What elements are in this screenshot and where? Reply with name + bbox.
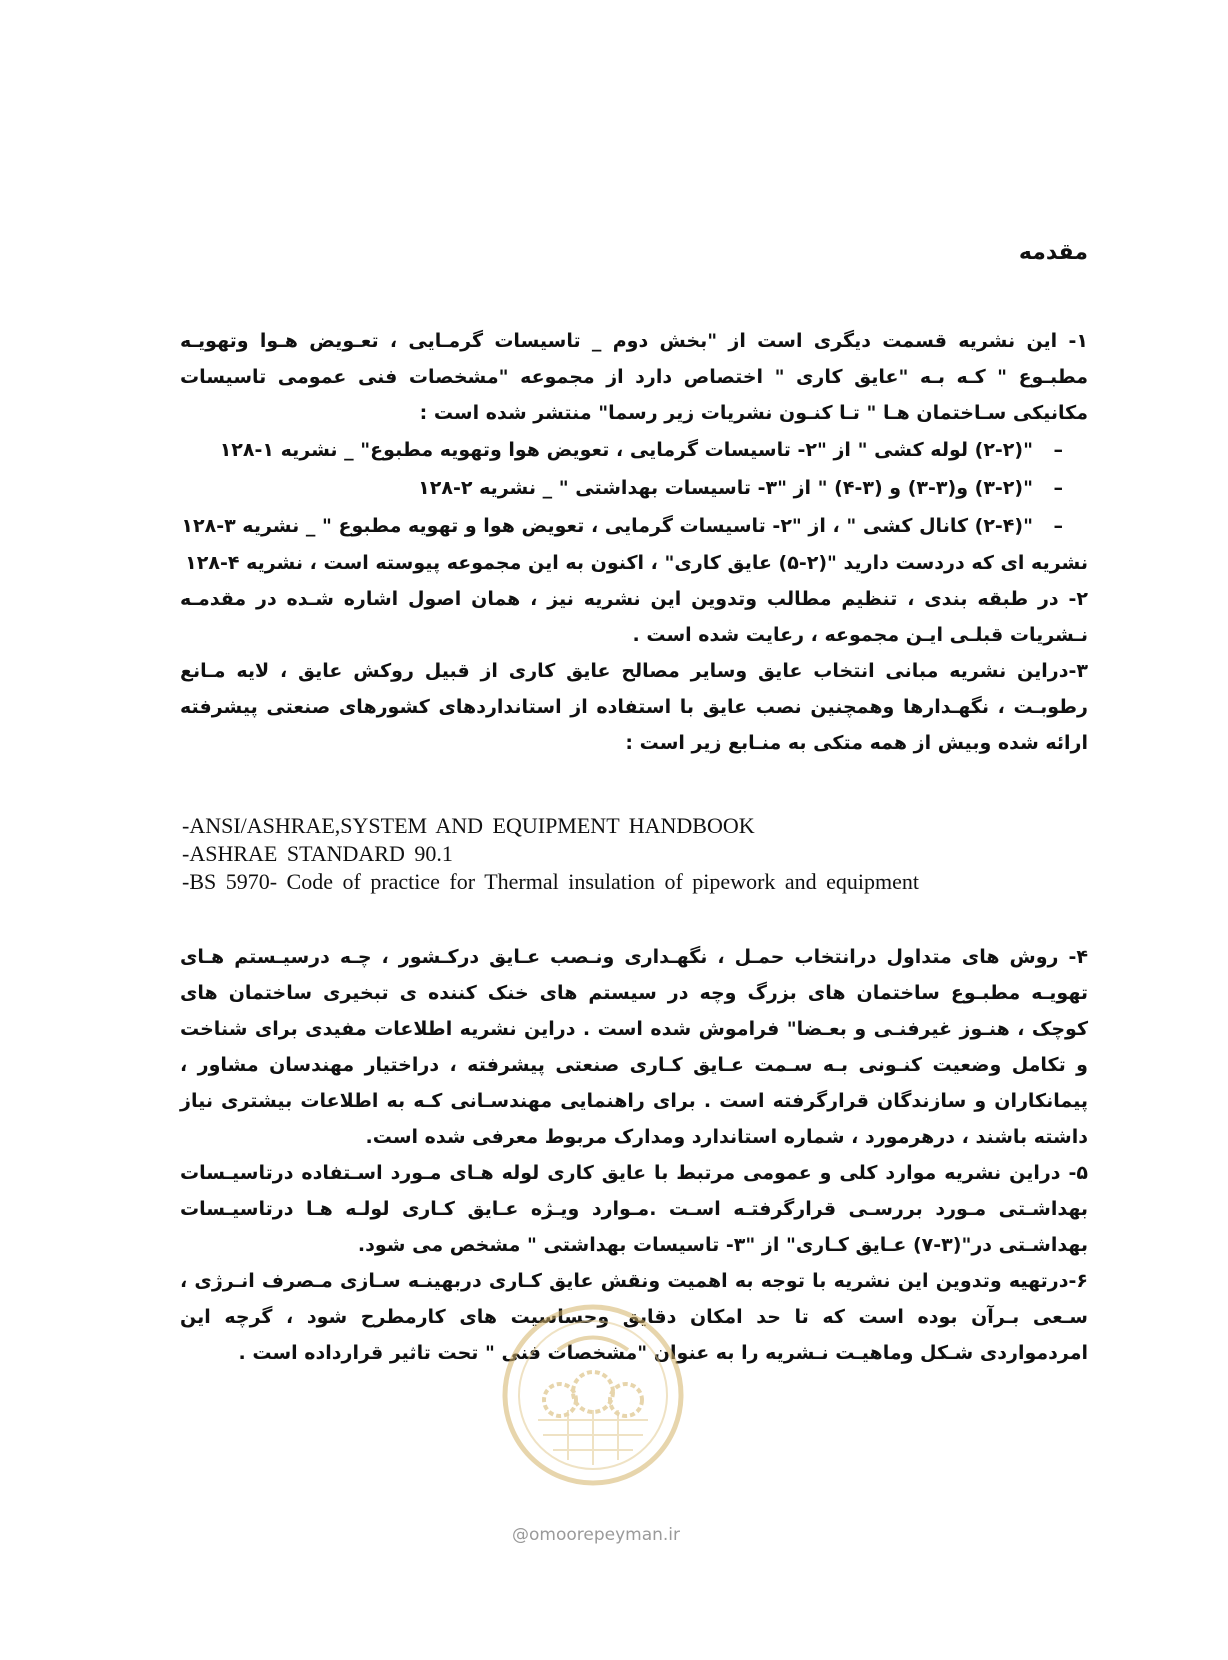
- paragraph-3: ۳-دراین نشریه مبانی انتخاب عایق وسایر مصالح عایق کاری از قبیل روکش عایق ، لایه مـانع رطوبـت ، نگهـدارها وهمچنین نصب عایق با استفاده از استانداردهای کشورهای صنعتی پیشرفته ارائه شده وبیش از همه متکی به منـابع زیر است :: [180, 660, 1088, 754]
- watermark-text: @omoorepeyman.ir: [512, 1525, 681, 1545]
- paragraph-2: ۲- در طبقه بندی ، تنظیم مطالب وتدوین این نشریه نیز ، همان اصول اشاره شـده در مقدمـه نـشریات قبلـی ایـن مجموعه ، رعایت شده است .: [180, 588, 1088, 646]
- list-item: –"(۲-۲) لوله کشی " از "۲- تاسیسات گرمایی ، تعویض هوا وتهویه مطبوع" _ نشریه ۱-۱۲۸: [219, 439, 1063, 461]
- reference-list: [182, 812, 919, 896]
- list-item: –"(۲-۴) کانال کشی " ، از "۲- تاسیسات گرمایی ، تعویض هوا و تهویه مطبوع " _ نشریه ۳-۱۲۸: [181, 515, 1063, 537]
- paragraph-6: ۶-درتهیه وتدوین این نشریه با توجه به اهمیت ونقش عایق کـاری دربهینـه سـازی مـصرف انـرژی ، سـعی بـرآن بوده است که تا حد امکان دقایق وحساسیت های کارمطرح شود ، گرچه این امردمواردی شـکل وماهیـت نـشریه را به عنوان "مشخصات فنی " تحت تاثیر قرارداده است .: [180, 1270, 1088, 1364]
- reference-item: -ANSI/ASHRAE,SYSTEM AND EQUIPMENT HANDBOOK: [182, 813, 755, 838]
- paragraph-1-tail: نشریه ای که دردست دارید "(۲-۵) عایق کاری" ، اکنون به این مجموعه پیوسته است ، نشریه ۴-۱۲۸: [185, 552, 1088, 574]
- paragraph-4: ۴- روش های متداول درانتخاب حمـل ، نگهـداری ونـصب عـایق درکـشور ، چـه درسیـستم هـای تهویـه مطبـوع ساختمان های بزرگ وچه در سیستم های خنک کننده ی تبخیری ساختمان های کوچک ، هنـوز غیرفنـی و بعـضا" فراموش شده است . دراین نشریه اطلاعات مفیدی برای شناخت و تکامل وضعیت کنـونی بـه سـمت عـایق کـاری صنعتی پیشرفته ، دراختیار مهندسان مشاور ، پیمانکاران و سازندگان قرارگرفته است . برای راهنمایی مهندسـانی کـه به اطلاعات بیشتری نیاز داشته باشند ، درهرمورد ، شماره استاندارد ومدارک مربوط معرفی شده است.: [180, 946, 1088, 1148]
- watermark-seal-icon: [498, 1300, 688, 1490]
- paragraph-1-lead: ۱- این نشریه قسمت دیگری است از "بخش دوم _ تاسیسات گرمـایی ، تعـویض هـوا وتهویـه مطبـوع " کـه بـه "عایق کاری " اختصاص دارد از مجموعه "مشخصات فنی عمومی تاسیسات مکانیکی سـاختمان هـا " تـا کنـون نشریات زیر رسما" منتشر شده است :: [180, 330, 1088, 424]
- reference-item: -BS 5970- Code of practice for Thermal insulation of pipework and equipment: [182, 869, 920, 894]
- list-item: –"(۳-۲) و(۳-۳) و (۳-۴) " از "۳- تاسیسات بهداشتی " _ نشریه ۲-۱۲۸: [418, 477, 1063, 499]
- paragraph-5: ۵- دراین نشریه موارد کلی و عمومی مرتبط با عایق کاری لوله هـای مـورد اسـتفاده درتاسیـسات بهداشـتی مـورد بررسـی قرارگرفتـه اسـت .مـوارد ویـژه عـایق کـاری لولـه هـا درتاسیـسات بهداشـتی در"(۳-۷) عـایق کـاری" از "۳- تاسیسات بهداشتی " مشخص می شود.: [180, 1162, 1088, 1256]
- section-1: [180, 323, 1088, 761]
- reference-item: -ASHRAE STANDARD 90.1: [182, 841, 453, 866]
- page-title: مقدمه: [1018, 240, 1088, 265]
